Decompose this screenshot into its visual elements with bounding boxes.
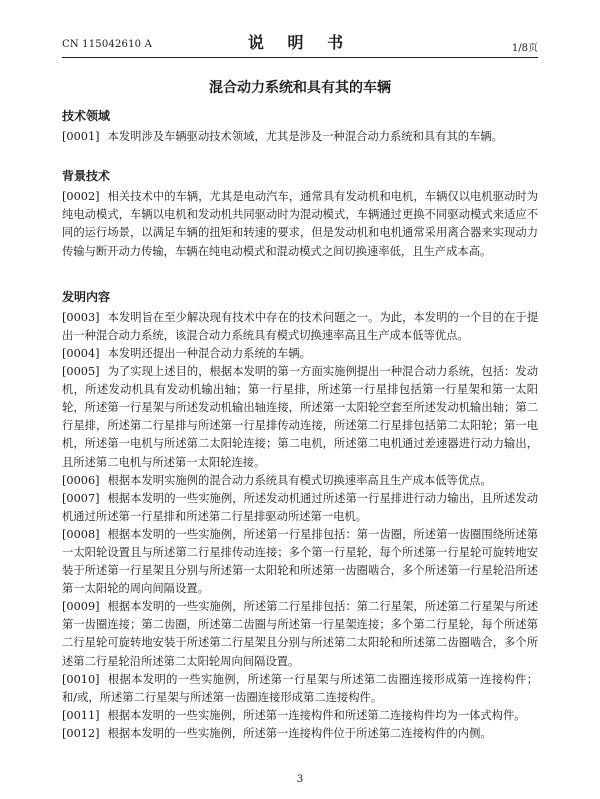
- page-indicator: 1/8页: [511, 43, 538, 54]
- paragraph: [62, 188, 538, 260]
- paragraph-number: [0012]: [62, 726, 100, 740]
- paragraph-number: [0009]: [62, 600, 100, 614]
- paragraph-text: 本发明涉及车辆驱动技术领域，尤其是涉及一种混合动力系统和具有其的车辆。: [107, 130, 503, 144]
- paragraph-number: [0010]: [62, 672, 100, 686]
- paragraph: [62, 707, 538, 725]
- paragraph-number: [0007]: [62, 491, 100, 505]
- paragraph: [62, 472, 538, 490]
- paragraph-number: [0008]: [62, 527, 100, 541]
- paragraph: [62, 128, 538, 146]
- paragraph-text: 根据本发明的一些实施例，所述第二行星排包括：第二行星架，所述第二行星架与所述第一齿圈连接；第二齿圈，所述第二齿圈与所述第一行星架连接；多个第二行星轮，每个所述第二行星轮可旋转地安装于所述第二行星架且分别与所述第二太阳轮和所述第二齿圈啮合，多个所述第二行星轮沿所述第二太阳轮周向间隔设置。: [62, 600, 538, 668]
- paragraph-text: 根据本发明实施例的混合动力系统具有模式切换速率高且生产成本低等优点。: [107, 473, 492, 487]
- page-header: [62, 30, 538, 54]
- paragraph-number: [0002]: [62, 190, 100, 204]
- paragraph-text: 相关技术中的车辆，尤其是电动汽车，通常具有发动机和电机，车辆仅以电机驱动时为纯电动模式，车辆以电机和发动机共同驱动时为混动模式，车辆通过更换不同驱动模式来适应不同的运行场景，以满足车辆的扭矩和转速的要求，但是发动机和电机通常采用离合器来实现动力传输与断开动力传输，车辆在纯电动模式和混动模式之间切换速率低，且生产成本高。: [62, 190, 538, 258]
- paragraph-number: [0003]: [62, 310, 100, 324]
- paragraph-text: 本发明旨在至少解决现有技术中存在的技术问题之一。为此，本发明的一个目的在于提出一种混合动力系统，该混合动力系统具有模式切换速率高且生产成本低等优点。: [62, 310, 538, 342]
- invention-title: 混合动力系统和具有其的车辆: [209, 80, 391, 96]
- paragraph: [62, 526, 538, 598]
- paragraph-text: 本发明还提出一种混合动力系统的车辆。: [107, 346, 311, 360]
- paragraph-number: [0005]: [62, 365, 100, 379]
- paragraph-number: [0004]: [62, 346, 100, 360]
- publication-number: CN 115042610 A: [62, 39, 153, 50]
- document-body: [62, 103, 538, 743]
- paragraph: [62, 490, 538, 526]
- paragraph: [62, 598, 538, 670]
- document-type-title: 说 明 书: [247, 33, 353, 52]
- paragraph: [62, 309, 538, 345]
- paragraph-text: 根据本发明的一些实施例，所述发动机通过所述第一行星排进行动力输出，且所述发动机通过所述第一行星排和所述第二行星排驱动所述第一电机。: [62, 491, 538, 523]
- paragraph: [62, 345, 538, 363]
- paragraph: [62, 671, 538, 707]
- paragraph-number: [0011]: [62, 708, 100, 722]
- paragraph-text: 根据本发明的一些实施例，所述第一行星架与所述第二齿圈连接形成第一连接构件；和/或，所述第二行星架与所述第一齿圈连接形成第二连接构件。: [62, 672, 538, 704]
- paragraph-number: [0006]: [62, 473, 100, 487]
- section-heading-background: 背景技术: [62, 169, 111, 184]
- paragraph-text: 根据本发明的一些实施例，所述第一连接构件和所述第二连接构件均为一体式构件。: [107, 708, 526, 722]
- paragraph-number: [0001]: [62, 130, 100, 144]
- paragraph: [62, 725, 538, 743]
- paragraph: [62, 363, 538, 472]
- section-heading-summary: 发明内容: [62, 289, 111, 304]
- header-divider: [62, 57, 538, 58]
- section-heading-field: 技术领域: [62, 109, 111, 123]
- page-number-footer: 3: [296, 773, 304, 785]
- paragraph-text: 根据本发明的一些实施例，所述第一行星排包括：第一齿圈，所述第一齿圈围绕所述第一太阳轮设置且与所述第二行星排传动连接；多个第一行星轮，每个所述第一行星轮可旋转地安装于所述第一行星架且分别与所述第一太阳轮和所述第一齿圈啮合，多个所述第一行星轮沿所述第一太阳轮的周向间隔设置。: [62, 527, 538, 596]
- paragraph-text: 为了实现上述目的，根据本发明的第一方面实施例提出一种混合动力系统，包括：发动机，所述发动机具有发动机输出轴；第一行星排，所述第一行星排包括第一行星架和第一太阳轮，所述第一行星架与所述发动机输出轴连接，所述第一太阳轮空套至所述发动机输出轴；第二行星排，所述第二行星排与所述第一行星排传动连接，所述第二行星排包括第二太阳轮；第一电机，所述第一电机与所述第二太阳轮连接；第二电机，所述第二电机通过差速器进行动力输出，且所述第二电机与所述第一太阳轮连接。: [62, 365, 538, 469]
- paragraph-text: 根据本发明的一些实施例，所述第一连接构件位于所述第二连接构件的内侧。: [107, 726, 492, 740]
